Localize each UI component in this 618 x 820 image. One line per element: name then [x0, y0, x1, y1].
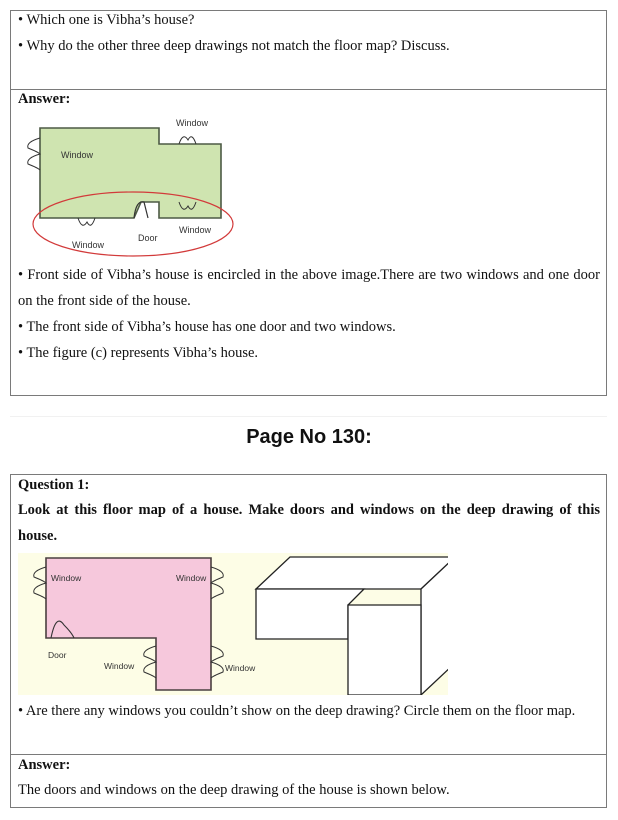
svg-text:Window: Window [51, 573, 82, 583]
question-bullet-2: • Why do the other three deep drawings not match the floor map? Discuss. [18, 38, 450, 54]
page-heading: Page No 130: [246, 426, 372, 448]
window-icon [28, 138, 40, 170]
answer-label: Answer: [18, 91, 71, 107]
question-text: Look at this floor map of a house. Make doors and windows on the deep drawing of this house. [18, 502, 600, 544]
answer-label-2: Answer: [18, 757, 71, 773]
page-separator [10, 416, 607, 417]
svg-text:Window: Window [176, 573, 207, 583]
answer-bullet-1: • Front side of Vibha’s house is encircled in the above image.There are two windows and one door on the front side of the house. [18, 267, 600, 309]
answer-text: The doors and windows on the deep drawing of the house is shown below. [18, 782, 450, 798]
svg-text:Window: Window [225, 663, 256, 673]
svg-text:Window: Window [61, 150, 94, 160]
question-label: Question 1: [18, 477, 90, 493]
floor-map-green [16, 110, 246, 260]
window-icon [179, 137, 196, 144]
svg-text:Window: Window [72, 240, 105, 250]
answer-cell-2 [11, 754, 606, 807]
svg-text:Window: Window [104, 661, 135, 671]
window-icon [78, 218, 95, 225]
svg-text:Door: Door [138, 233, 158, 243]
svg-text:Window: Window [176, 118, 209, 128]
answer-bullet-2: • The front side of Vibha’s house has one door and two windows. [18, 319, 396, 335]
floor-map-and-deep-drawing [18, 553, 448, 695]
svg-text:Door: Door [48, 650, 67, 660]
svg-text:Window: Window [179, 225, 212, 235]
answer-cell-1 [11, 89, 606, 395]
question-answer-box-2 [10, 474, 607, 808]
answer-bullet-3: • The figure (c) represents Vibha’s house. [18, 345, 259, 361]
question-answer-box-1 [10, 10, 607, 396]
question-bullet: • Are there any windows you couldn’t show on the deep drawing? Circle them on the floor map. [18, 703, 576, 719]
question-bullet-1: • Which one is Vibha’s house? [18, 12, 195, 28]
